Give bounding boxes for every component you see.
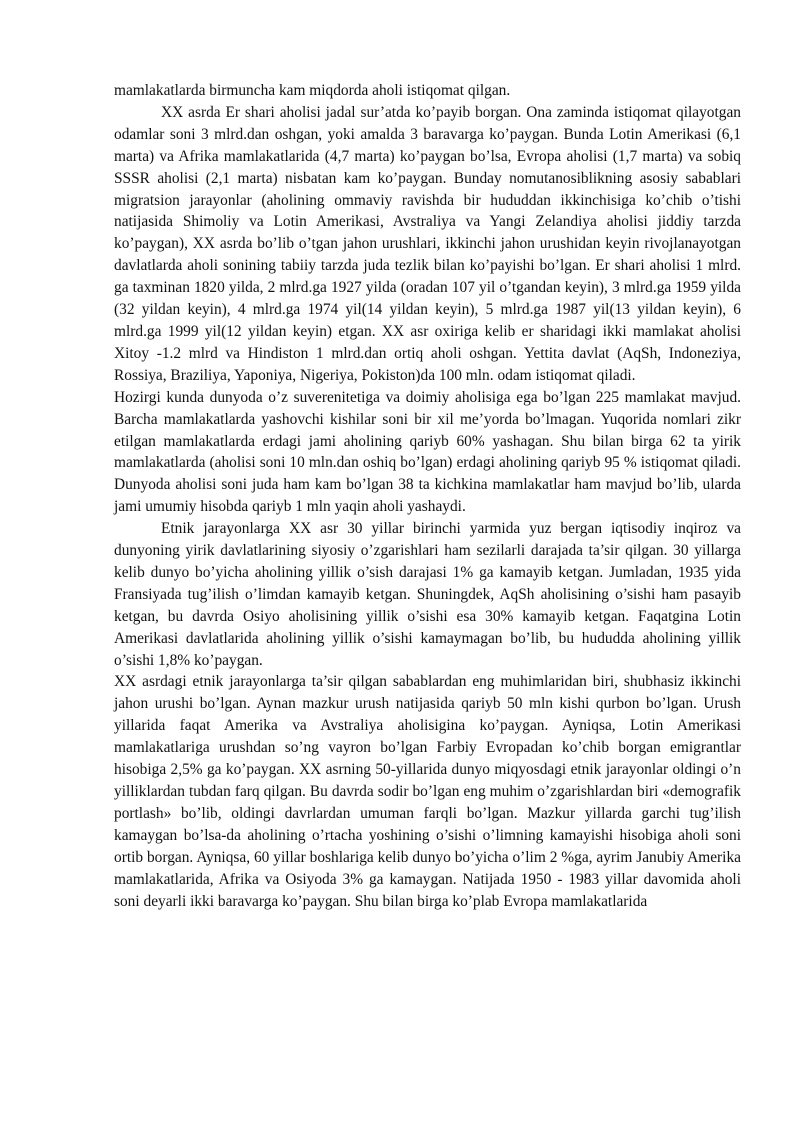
paragraph-5: XX asrdagi etnik jarayonlarga ta’sir qilgan sabablardan eng muhimlaridan biri, shubhasiz ikkinchi jahon urushi bo’lgan. Aynan mazkur urush natijasida qariyb 50 mln kishi qurbon bo’lgan. Urush yillarida faqat Amerika va Avstraliya aholisigina ko’paygan. Ayniqsa, Lotin Amerikasi mamlakatlariga urushdan so’ng vayron bo’lgan Farbiy Evropadan ko’chib borgan emigrantlar hisobiga 2,5% ga ko’paygan. XX asrning 50-yillarida dunyo miqyosdagi etnik jarayonlar oldingi o’n yilliklardan tubdan farq qilgan. Bu davrda sodir bo’lgan eng muhim o’zgarishlardan biri «demografik portlash» bo’lib, oldingi davrlardan umuman farqli bo’lgan. Mazkur yillarda garchi tug’ilish kamaygan bo’lsa-da aholining o’rtacha yoshining o’sishi o’limning kamayishi hisobiga aholi soni ortib borgan. Ayniqsa, 60 yillar boshlariga kelib dunyo bo’yicha o’lim 2 %ga, ayrim Janubiy Amerika mamlakatlarida, Afrika va Osiyoda 3% ga kamaygan. Natijada 1950 - 1983 yillar davomida aholi soni deyarli ikki baravarga ko’paygan. Shu bilan birga ko’plab Evropa mamlakatlarida — [114, 673, 741, 910]
paragraph-4: Etnik jarayonlarga XX asr 30 yillar birinchi yarmida yuz bergan iqtisodiy inqiroz va dunyoning yirik davlatlarining siyosiy o’zgarishlari ham sezilarli darajada ta’sir qilgan. 30 yillarga kelib dunyo bo’yicha aholining yillik o’sish darajasi 1% ga kamayib ketgan. Jumladan, 1935 yida Fransiyada tug’ilish o’limdan kamayib ketgan. Shuningdek, AqSh aholisining o’sishi ham pasayib ketgan, bu davrda Osiyo aholisining yillik o’sishi esa 30% kamayib ketgan. Faqatgina Lotin Amerikasi davlatlarida aholining yillik o’sishi kamaymagan bo’lib, bu hududda aholining yillik o’sishi 1,8% ko’paygan. — [114, 520, 741, 669]
document-page — [114, 80, 741, 912]
paragraph-3: Hozirgi kunda dunyoda o’z suverenitetiga va doimiy aholisiga ega bo’lgan 225 mamlakat mavjud. Barcha mamlakatlarda yashovchi kishilar soni bir xil me’yorda bo’lmagan. Yuqorida nomlari zikr etilgan mamlakatlarda erdagi jami aholining qariyb 60% yashagan. Shu bilan birga 62 ta yirik mamlakatlarda (aholisi soni 10 mln.dan oshiq bo’lgan) erdagi aholining qariyb 95 % istiqomat qiladi. Dunyoda aholisi soni juda ham kam bo’lgan 38 ta kichkina mamlakatlar ham mavjud bo’lib, ularda jami umumiy hisobda qariyb 1 mln yaqin aholi yashaydi. — [114, 388, 741, 516]
paragraph-1: mamlakatlarda birmuncha kam miqdorda aholi istiqomat qilgan. — [114, 82, 511, 99]
paragraph-2: XX asrda Er shari aholisi jadal sur’atda ko’payib borgan. Ona zaminda istiqomat qilayotgan odamlar soni 3 mlrd.dan oshgan, yoki amalda 3 baravarga ko’paygan. Bunda Lotin Amerikasi (6,1 marta) va Afrika mamlakatlarida (4,7 marta) ko’paygan bo’lsa, Evropa aholisi (1,7 marta) va sobiq SSSR aholisi (2,1 marta) nisbatan kam ko’paygan. Bunday nomutanosiblikning asosiy sabablari migratsion jarayonlar (aholining ommaviy ravishda bir hududdan ikkinchisiga ko’chib o’tishi natijasida Shimoliy va Lotin Amerikasi, Avstraliya va Yangi Zelandiya aholisi jiddiy tarzda ko’paygan), XX asrda bo’lib o’tgan jahon urushlari, ikkinchi jahon urushidan keyin rivojlanayotgan davlatlarda aholi sonining tabiiy tarzda juda tezlik bilan ko’payishi bo’lgan. Er shari aholisi 1 mlrd. ga taxminan 1820 yilda, 2 mlrd.ga 1927 yilda (oradan 107 yil o’tgandan keyin), 3 mlrd.ga 1959 yilda (32 yildan keyin), 4 mlrd.ga 1974 yil(14 yildan keyin), 5 mlrd.ga 1987 yil(13 yildan keyin), 6 mlrd.ga 1999 yil(12 yildan keyin) etgan. XX asr oxiriga kelib er sharidagi ikki mamlakat aholisi Xitoy -1.2 mlrd va Hindiston 1 mlrd.dan ortiq aholi oshgan. Yettita davlat (AqSh, Indoneziya, Rossiya, Braziliya, Yaponiya, Nigeriya, Pokiston)da 100 mln. odam istiqomat qiladi. — [114, 103, 741, 384]
